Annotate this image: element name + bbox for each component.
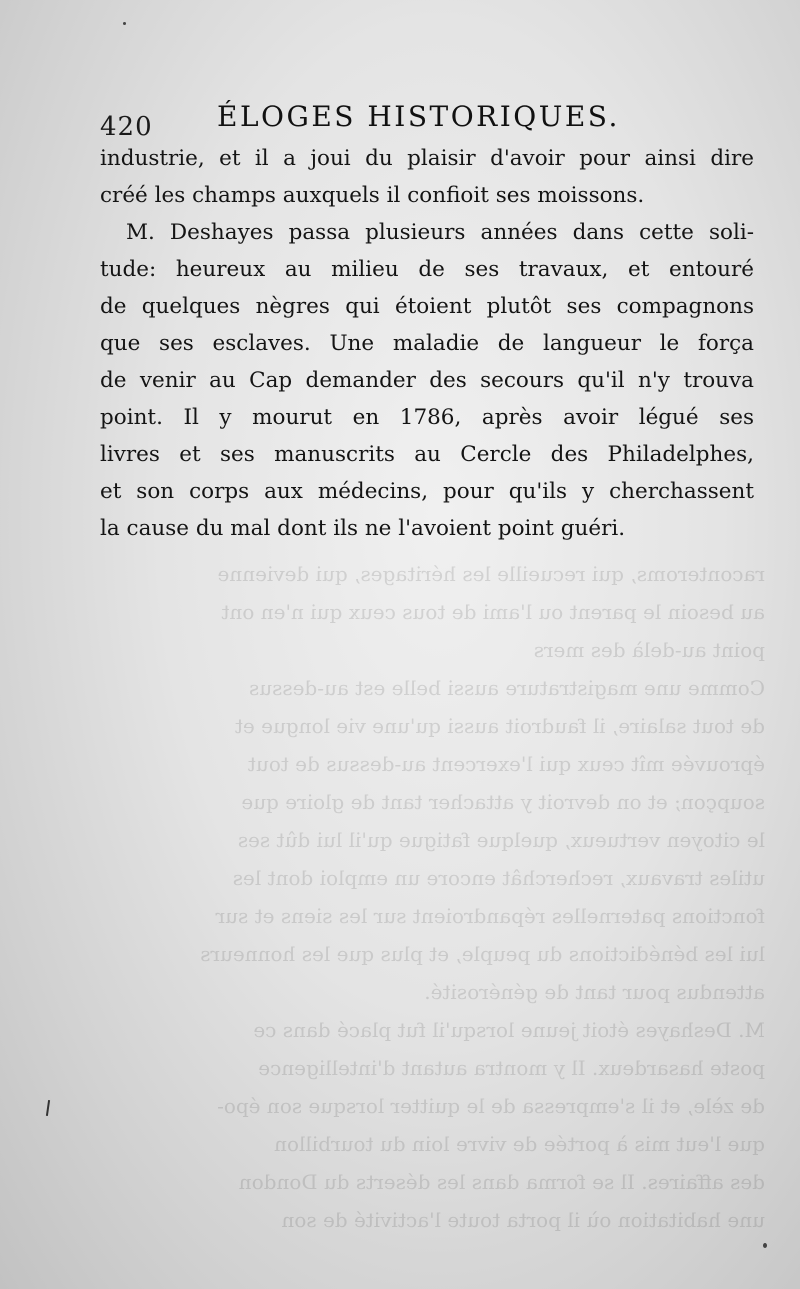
ink-speck: [123, 22, 126, 25]
text-line: de venir au Cap demander des secours qu'il n'y trouva: [100, 368, 754, 393]
text-line: que ses esclaves. Une maladie de langueur le força: [100, 331, 754, 356]
running-title: ÉLOGES HISTORIQUES.: [217, 100, 620, 133]
text-line: tude: heureux au milieu de ses travaux, et entouré: [100, 257, 754, 282]
text-line: livres et ses manuscrits au Cercle des Philadelphes,: [100, 442, 754, 467]
verso-bleed-through: raconteroms, qui recueille les héritages, qui devienne au besoin le parent ou l'ami de tous ceux qui n'en ont point au-delà des mers Comme une magistrature aussi belle est au-dessus de tout salaire, il faudroit aussi qu'une vie longue et éprouvée mît ceux qui l'exercent au-dessus de tout soupçon; et on devroit y attacher tant de gloire que le citoyen vertueux, quelque fatigue qu'il lui dût ses utiles travaux, recherchât encore un emploi dont les fonctions paternelles répandroient sur les siens et sur lui les bénédictions du peuple, et plus que les honneurs attendus pour tant de générosité. M. Deshayes étoit jeune lorsqu'il fut placé dans ce poste hasardeux. Il y montra autant d'intelligence de zèle, et il s'empressa de le quitter lorsque son épo- que l'eut mis à portée de vivre loin du tourbillon des affaires. Il se forma dans les déserts du Dondon une habitation où il porta toute l'activité de son: [200, 562, 765, 1232]
text-line: la cause du mal dont ils ne l'avoient point guéri.: [100, 516, 626, 541]
page-number: 420: [100, 112, 153, 142]
margin-mark: [46, 1100, 50, 1116]
text-line: point. Il y mourut en 1786, après avoir légué ses: [100, 405, 754, 430]
text-line: industrie, et il a joui du plaisir d'avoir pour ainsi dire: [100, 146, 754, 171]
text-line: créé les champs auxquels il confioit ses moissons.: [100, 183, 645, 208]
text-line: et son corps aux médecins, pour qu'ils y cherchassent: [100, 479, 754, 504]
text-line: M. Deshayes passa plusieurs années dans cette soli-: [126, 220, 754, 245]
ink-speck: [763, 1243, 767, 1248]
page-header: [100, 100, 750, 140]
text-line: de quelques nègres qui étoient plutôt ses compagnons: [100, 294, 754, 319]
body-text: [100, 140, 754, 547]
